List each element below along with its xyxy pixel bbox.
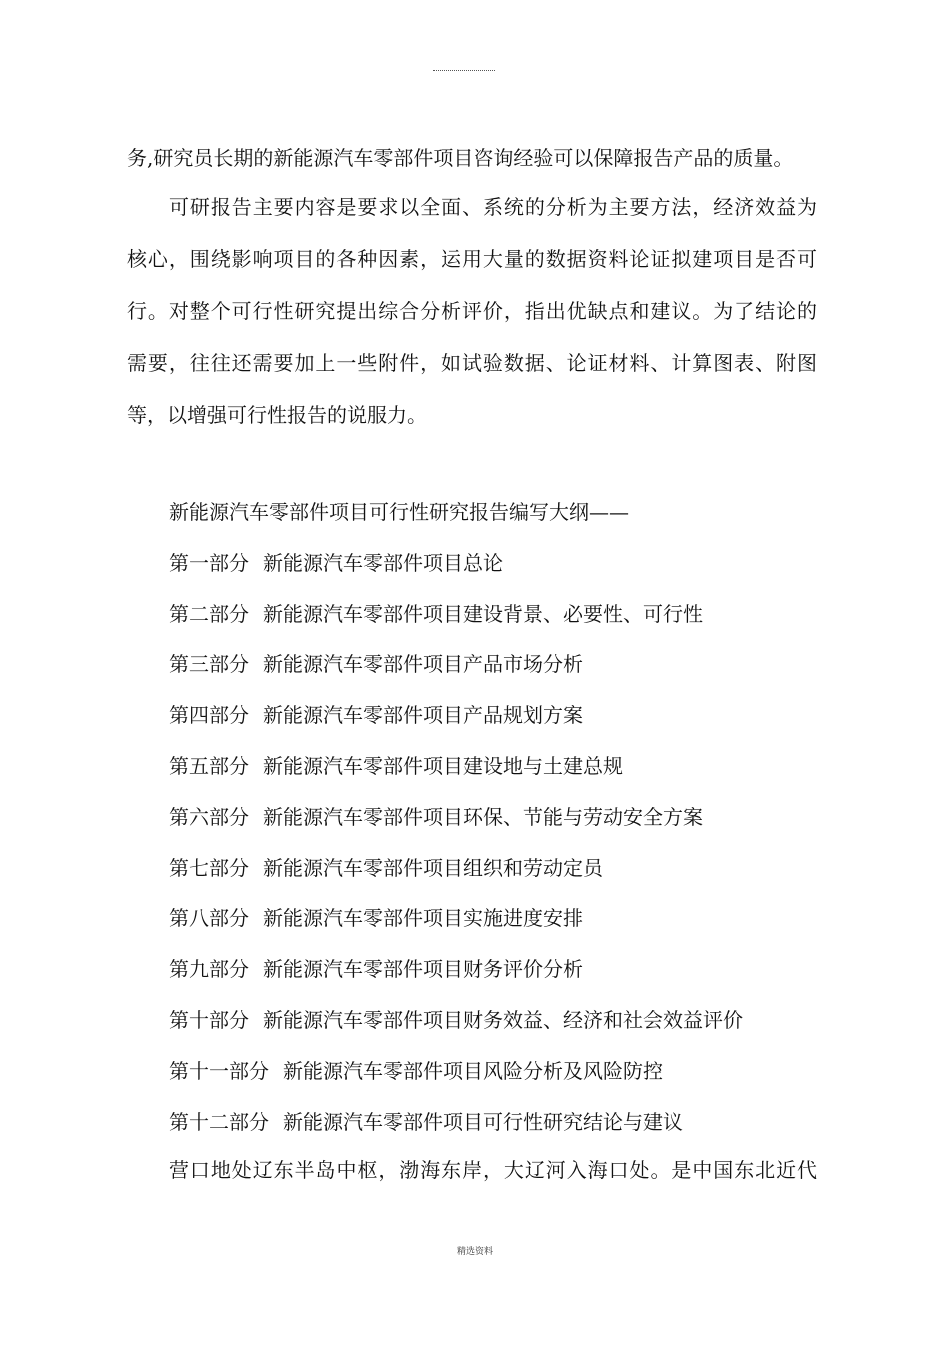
outline-item-text: 新能源汽车零部件项目建设地与土建总规 <box>263 753 623 778</box>
outline-item-number: 第二部分 <box>169 601 249 626</box>
outline-item-number: 第五部分 <box>169 753 249 778</box>
outline-item <box>169 792 743 843</box>
outline-item-number: 第八部分 <box>169 906 249 931</box>
outline-item-number: 第十二部分 <box>169 1109 269 1134</box>
outline-item-text: 新能源汽车零部件项目可行性研究结论与建议 <box>283 1109 683 1134</box>
paragraph-intro-continuation <box>127 132 827 184</box>
outline-item-number: 第一部分 <box>169 550 249 575</box>
outline-item-text: 新能源汽车零部件项目环保、节能与劳动安全方案 <box>263 804 703 829</box>
outline-item <box>169 843 743 894</box>
outline-item-number: 第六部分 <box>169 804 249 829</box>
outline-title: 新能源汽车零部件项目可行性研究报告编写大纲—— <box>169 500 629 524</box>
report-outline <box>169 487 743 1147</box>
outline-item <box>169 893 743 944</box>
outline-item-text: 新能源汽车零部件项目产品规划方案 <box>263 703 583 728</box>
outline-item-number: 第九部分 <box>169 957 249 982</box>
outline-item <box>169 741 743 792</box>
paragraph-yingkou-start: 营口地处辽东半岛中枢，渤海东岸，大辽河入海口处。是中国东北近代 <box>169 1158 817 1182</box>
outline-item <box>169 995 743 1046</box>
outline-item-text: 新能源汽车零部件项目组织和劳动定员 <box>263 855 603 880</box>
paragraph-line: 等，以增强可行性报告的说服力。 <box>127 403 427 427</box>
outline-item <box>169 1097 743 1148</box>
outline-item-text: 新能源汽车零部件项目总论 <box>263 550 503 575</box>
page-footer: 精选资料 <box>456 1247 493 1257</box>
outline-item <box>169 944 743 995</box>
outline-item-text: 新能源汽车零部件项目财务评价分析 <box>263 957 583 982</box>
outline-item-text: 新能源汽车零部件项目实施进度安排 <box>263 906 583 931</box>
outline-item <box>169 639 743 690</box>
outline-item-text: 新能源汽车零部件项目产品市场分析 <box>263 652 583 677</box>
outline-item-number: 第十部分 <box>169 1007 249 1032</box>
paragraph-line: 需要，往往还需要加上一些附件，如试验数据、论证材料、计算图表、附图 <box>127 351 817 375</box>
outline-item-number: 第七部分 <box>169 855 249 880</box>
outline-item <box>169 589 743 640</box>
paragraph-line: 务,研究员长期的新能源汽车零部件项目咨询经验可以保障报告产品的质量。 <box>127 146 794 170</box>
outline-item <box>169 538 743 589</box>
outline-item <box>169 690 743 741</box>
header-rule <box>433 70 495 71</box>
paragraph-report-content <box>127 181 827 441</box>
outline-item <box>169 1046 743 1097</box>
paragraph-line: 可研报告主要内容是要求以全面、系统的分析为主要方法，经济效益为 <box>169 195 817 219</box>
outline-item-number: 第十一部分 <box>169 1058 269 1083</box>
outline-item-text: 新能源汽车零部件项目风险分析及风险防控 <box>283 1058 663 1083</box>
outline-item-number: 第三部分 <box>169 652 249 677</box>
outline-item-number: 第四部分 <box>169 703 249 728</box>
paragraph-line: 核心，围绕影响项目的各种因素，运用大量的数据资料论证拟建项目是否可 <box>127 247 817 271</box>
outline-item-text: 新能源汽车零部件项目财务效益、经济和社会效益评价 <box>263 1007 743 1032</box>
paragraph-line: 行。对整个可行性研究提出综合分析评价，指出优缺点和建议。为了结论的 <box>127 299 817 323</box>
outline-item-text: 新能源汽车零部件项目建设背景、必要性、可行性 <box>263 601 703 626</box>
